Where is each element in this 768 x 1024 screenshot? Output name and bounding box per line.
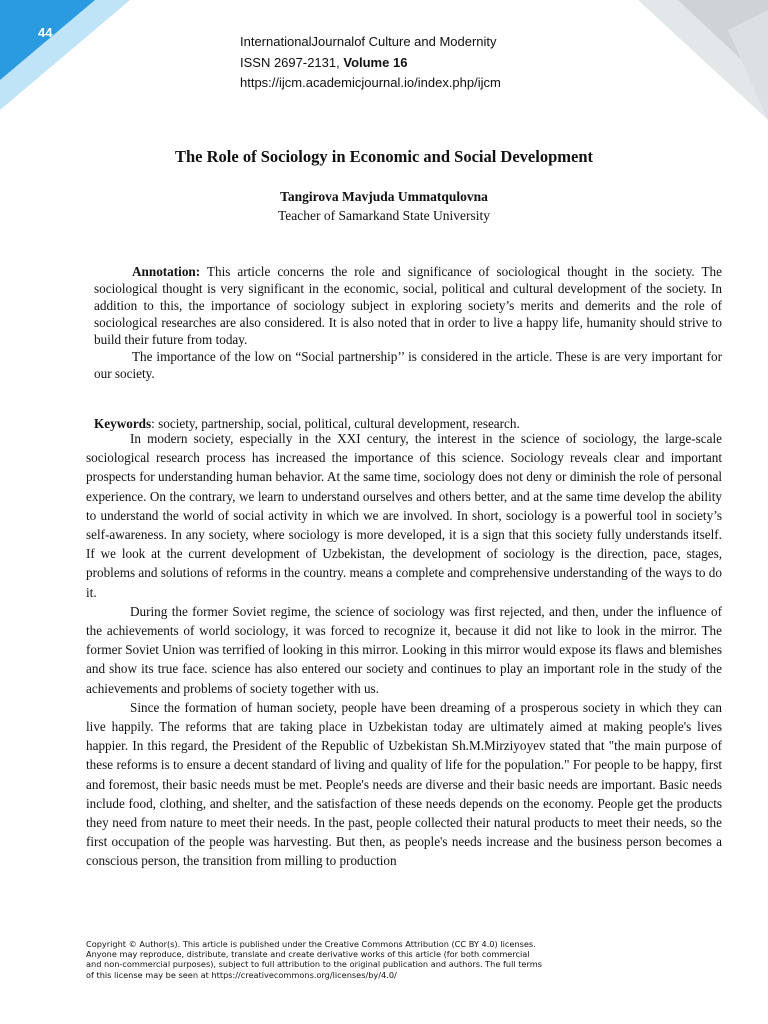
- footer-line: of this license may be seen at https://creativecommons.org/licenses/by/4.0/: [86, 969, 397, 980]
- license-footer: [86, 939, 606, 980]
- issn: ISSN 2697-2131,: [240, 54, 344, 70]
- journal-name: InternationalJournalof Culture and Modernity: [240, 34, 497, 49]
- keywords-text: : society, partnership, social, political, cultural development, research.: [151, 416, 520, 431]
- footer-line: Copyright © Author(s). This article is published under the Creative Commons Attribution (CC BY 4.0) licenses.: [86, 939, 536, 949]
- annotation-paragraph: [94, 263, 722, 348]
- author-affiliation: Teacher of Samarkand State University: [278, 208, 490, 223]
- annotation-block: [94, 263, 722, 382]
- author-name: Tangirova Mavjuda Ummatqulovna: [280, 189, 488, 204]
- annotation-paragraph-2: The importance of the low on “Social partnership’’ is considered in the article. These is are very important for our society.: [94, 349, 722, 381]
- body-text: [86, 429, 722, 871]
- body-paragraph: Since the formation of human society, people have been dreaming of a prosperous society in which they can live happily. The reforms that are taking place in Uzbekistan today are ultimately aimed at making people's lives happier. In this regard, the President of the Republic of Uzbekistan Sh.M.Mirziyoyev stated that "the main purpose of these reforms is to ensure a decent standard of living and quality of life for the population." For people to be happy, first and foremost, their basic needs must be met. People's needs are diverse and their basic needs are important. Basic needs include food, clothing, and shelter, and the satisfaction of these needs depends on the economy. People get the products they need from nature to meet their needs. In the past, people collected their natural products to meet their needs, so the first occupation of the people was harvesting. But then, as people's needs increase and the business person becomes a conscious person, the transition from milling to production: [86, 699, 722, 869]
- annotation-text: This article concerns the role and significance of sociological thought in the society. The sociological thought is very significant in the economic, social, political and cultural development of the society. In addition to this, the importance of sociology subject in exploring society’s merits and demerits and the role of sociological researches are also considered. It is also noted that in order to live a happy life, humanity should strive to build their future from today.: [94, 264, 722, 347]
- body-paragraph: In modern society, especially in the XXI century, the interest in the science of sociology, the large-scale sociological research process has increased the importance of this science. Sociology reveals clear and important prospects for understanding human behavior. At the same time, sociology does not deny or diminish the role of personal experience. On the contrary, we learn to understand ourselves and others better, and at the same time develop the ability to understand the world of social activity in which we are involved. In short, sociology is a powerful tool in society’s self-awareness. In any society, where sociology is more developed, it is a sign that this society fully understands itself. If we look at the current development of Uzbekistan, the development of sociology is the direction, pace, stages, problems and solutions of reforms in the country. means a complete and comprehensive understanding of the ways to do it.: [86, 431, 722, 600]
- issn-line: [240, 53, 501, 74]
- annotation-label: Annotation:: [132, 264, 201, 279]
- footer-line: and non-commercial purposes), subject to full attribution to the original publication and authors. The full terms: [86, 959, 542, 970]
- page-number: 44: [38, 25, 53, 40]
- corner-decoration-left: [0, 0, 130, 110]
- keywords-label: Keywords: [94, 416, 152, 431]
- journal-header: [240, 32, 501, 94]
- volume: Volume 16: [343, 54, 408, 70]
- body-paragraph: During the former Soviet regime, the science of sociology was first rejected, and then, under the influence of the achievements of world sociology, it was forced to recognize it, because it did not like to look in the mirror. The former Soviet Union was terrified of looking in this mirror. Looking in this mirror would expose its flaws and blemishes and show its true face. science has also entered our society and continues to play an important role in the study of the achievements and problems of society together with us.: [86, 603, 722, 696]
- journal-url[interactable]: https://ijcm.academicjournal.io/index.php/ijcm: [240, 75, 501, 90]
- footer-line: Anyone may reproduce, distribute, translate and create derivative works of this article (for both commercial: [86, 949, 530, 960]
- corner-decoration-right: [618, 0, 768, 120]
- article-title: The Role of Sociology in Economic and Social Development: [175, 147, 593, 166]
